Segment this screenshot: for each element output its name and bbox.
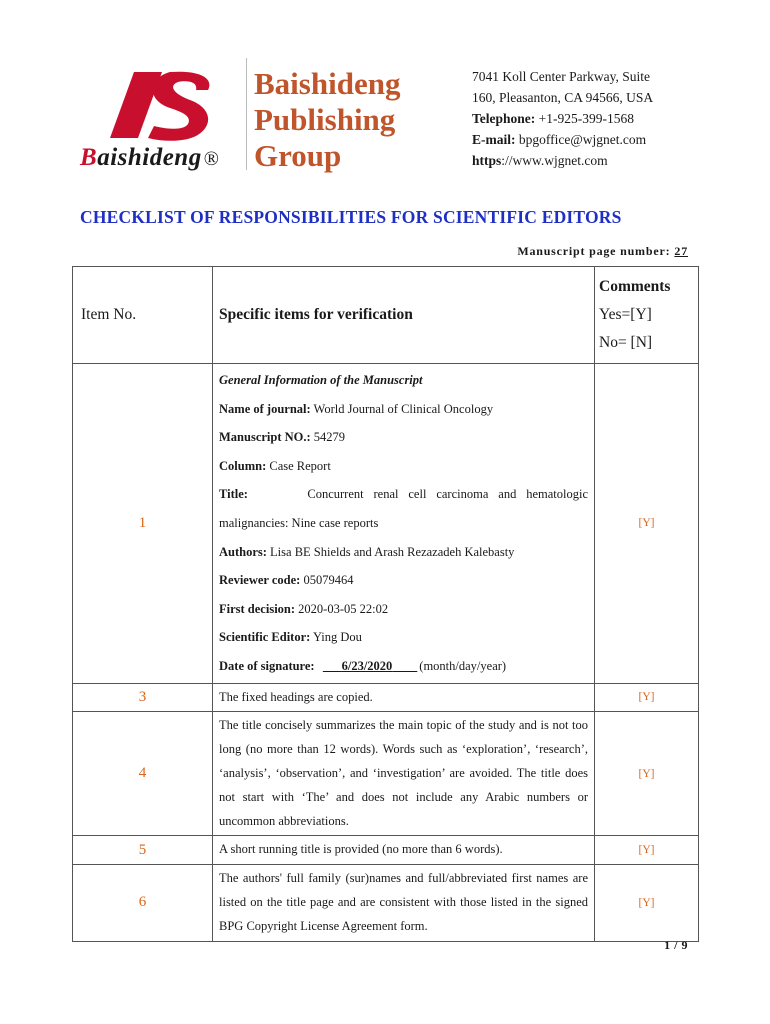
logo-wordmark: Baishideng ® (80, 144, 220, 171)
manuscript-info: General Information of the Manuscript Name of journal: World Journal of Clinical Oncology Manuscript NO.: 54279 Column: Case Report Title: Concurrent renal cell carcinoma and hematologic malignancies: Nine case reports Authors: Lisa BE Shields and Arash Rezazadeh Kalebasty Reviewer code: 05079464 First decision: 2020-03-05 22:02 Scientific Editor: Ying Dou Date of signature: 6/23/2020 (month/day/year) (213, 364, 595, 684)
letterhead (80, 58, 700, 188)
item-number: 3 (73, 683, 213, 712)
document-title: CHECKLIST OF RESPONSIBILITIES FOR SCIENTIFIC EDITORS (80, 207, 622, 227)
signature-date: 6/23/2020 (341, 658, 393, 673)
page-footer-number: 1 / 9 (664, 938, 688, 952)
item-text: A short running title is provided (no more than 6 words). (213, 836, 595, 865)
table-header-row (73, 267, 699, 364)
item-number: 1 (73, 364, 213, 684)
item-text: The fixed headings are copied. (213, 683, 595, 712)
header-comments: Comments Yes=[Y] No= [N] (595, 267, 699, 364)
item-number: 4 (73, 712, 213, 836)
table-row (73, 712, 699, 836)
table-row (73, 865, 699, 941)
header-item-no: Item No. (73, 267, 213, 364)
manuscript-page-number: Manuscript page number: 27 (517, 244, 688, 258)
item-number: 6 (73, 865, 213, 941)
contact-address: 7041 Koll Center Parkway, Suite 160, Pleasanton, CA 94566, USA Telephone: +1-925-399-1568 E-mail: bpgoffice@wjgnet.com https://www.wjgnet.com (472, 69, 654, 168)
baishideng-logo-icon (104, 68, 244, 148)
item-text: The authors' full family (sur)names and full/abbreviated first names are listed on the title page and are consistent with those listed in the signed BPG Copyright License Agreement form. (213, 865, 595, 941)
table-row (73, 683, 699, 712)
checklist-table (72, 266, 699, 942)
comment-yes: [Y] (595, 364, 699, 684)
logo-divider (246, 58, 247, 170)
brand-name: Baishideng Publishing Group (254, 66, 401, 173)
table-row (73, 836, 699, 865)
item-number: 5 (73, 836, 213, 865)
comment-yes: [Y] (595, 865, 699, 941)
header-specific-items: Specific items for verification (213, 267, 595, 364)
comment-yes: [Y] (595, 683, 699, 712)
table-row (73, 364, 699, 684)
comment-yes: [Y] (595, 712, 699, 836)
item-text: The title concisely summarizes the main topic of the study and is not too long (no more than 12 words). Words such as ‘exploration’, ‘research’, ‘analysis’, ‘observation’, and ‘investigation’ are avoided. The title does not start with ‘The’ and does not include any Arabic numbers or uncommon abbreviations. (213, 712, 595, 836)
comment-yes: [Y] (595, 836, 699, 865)
